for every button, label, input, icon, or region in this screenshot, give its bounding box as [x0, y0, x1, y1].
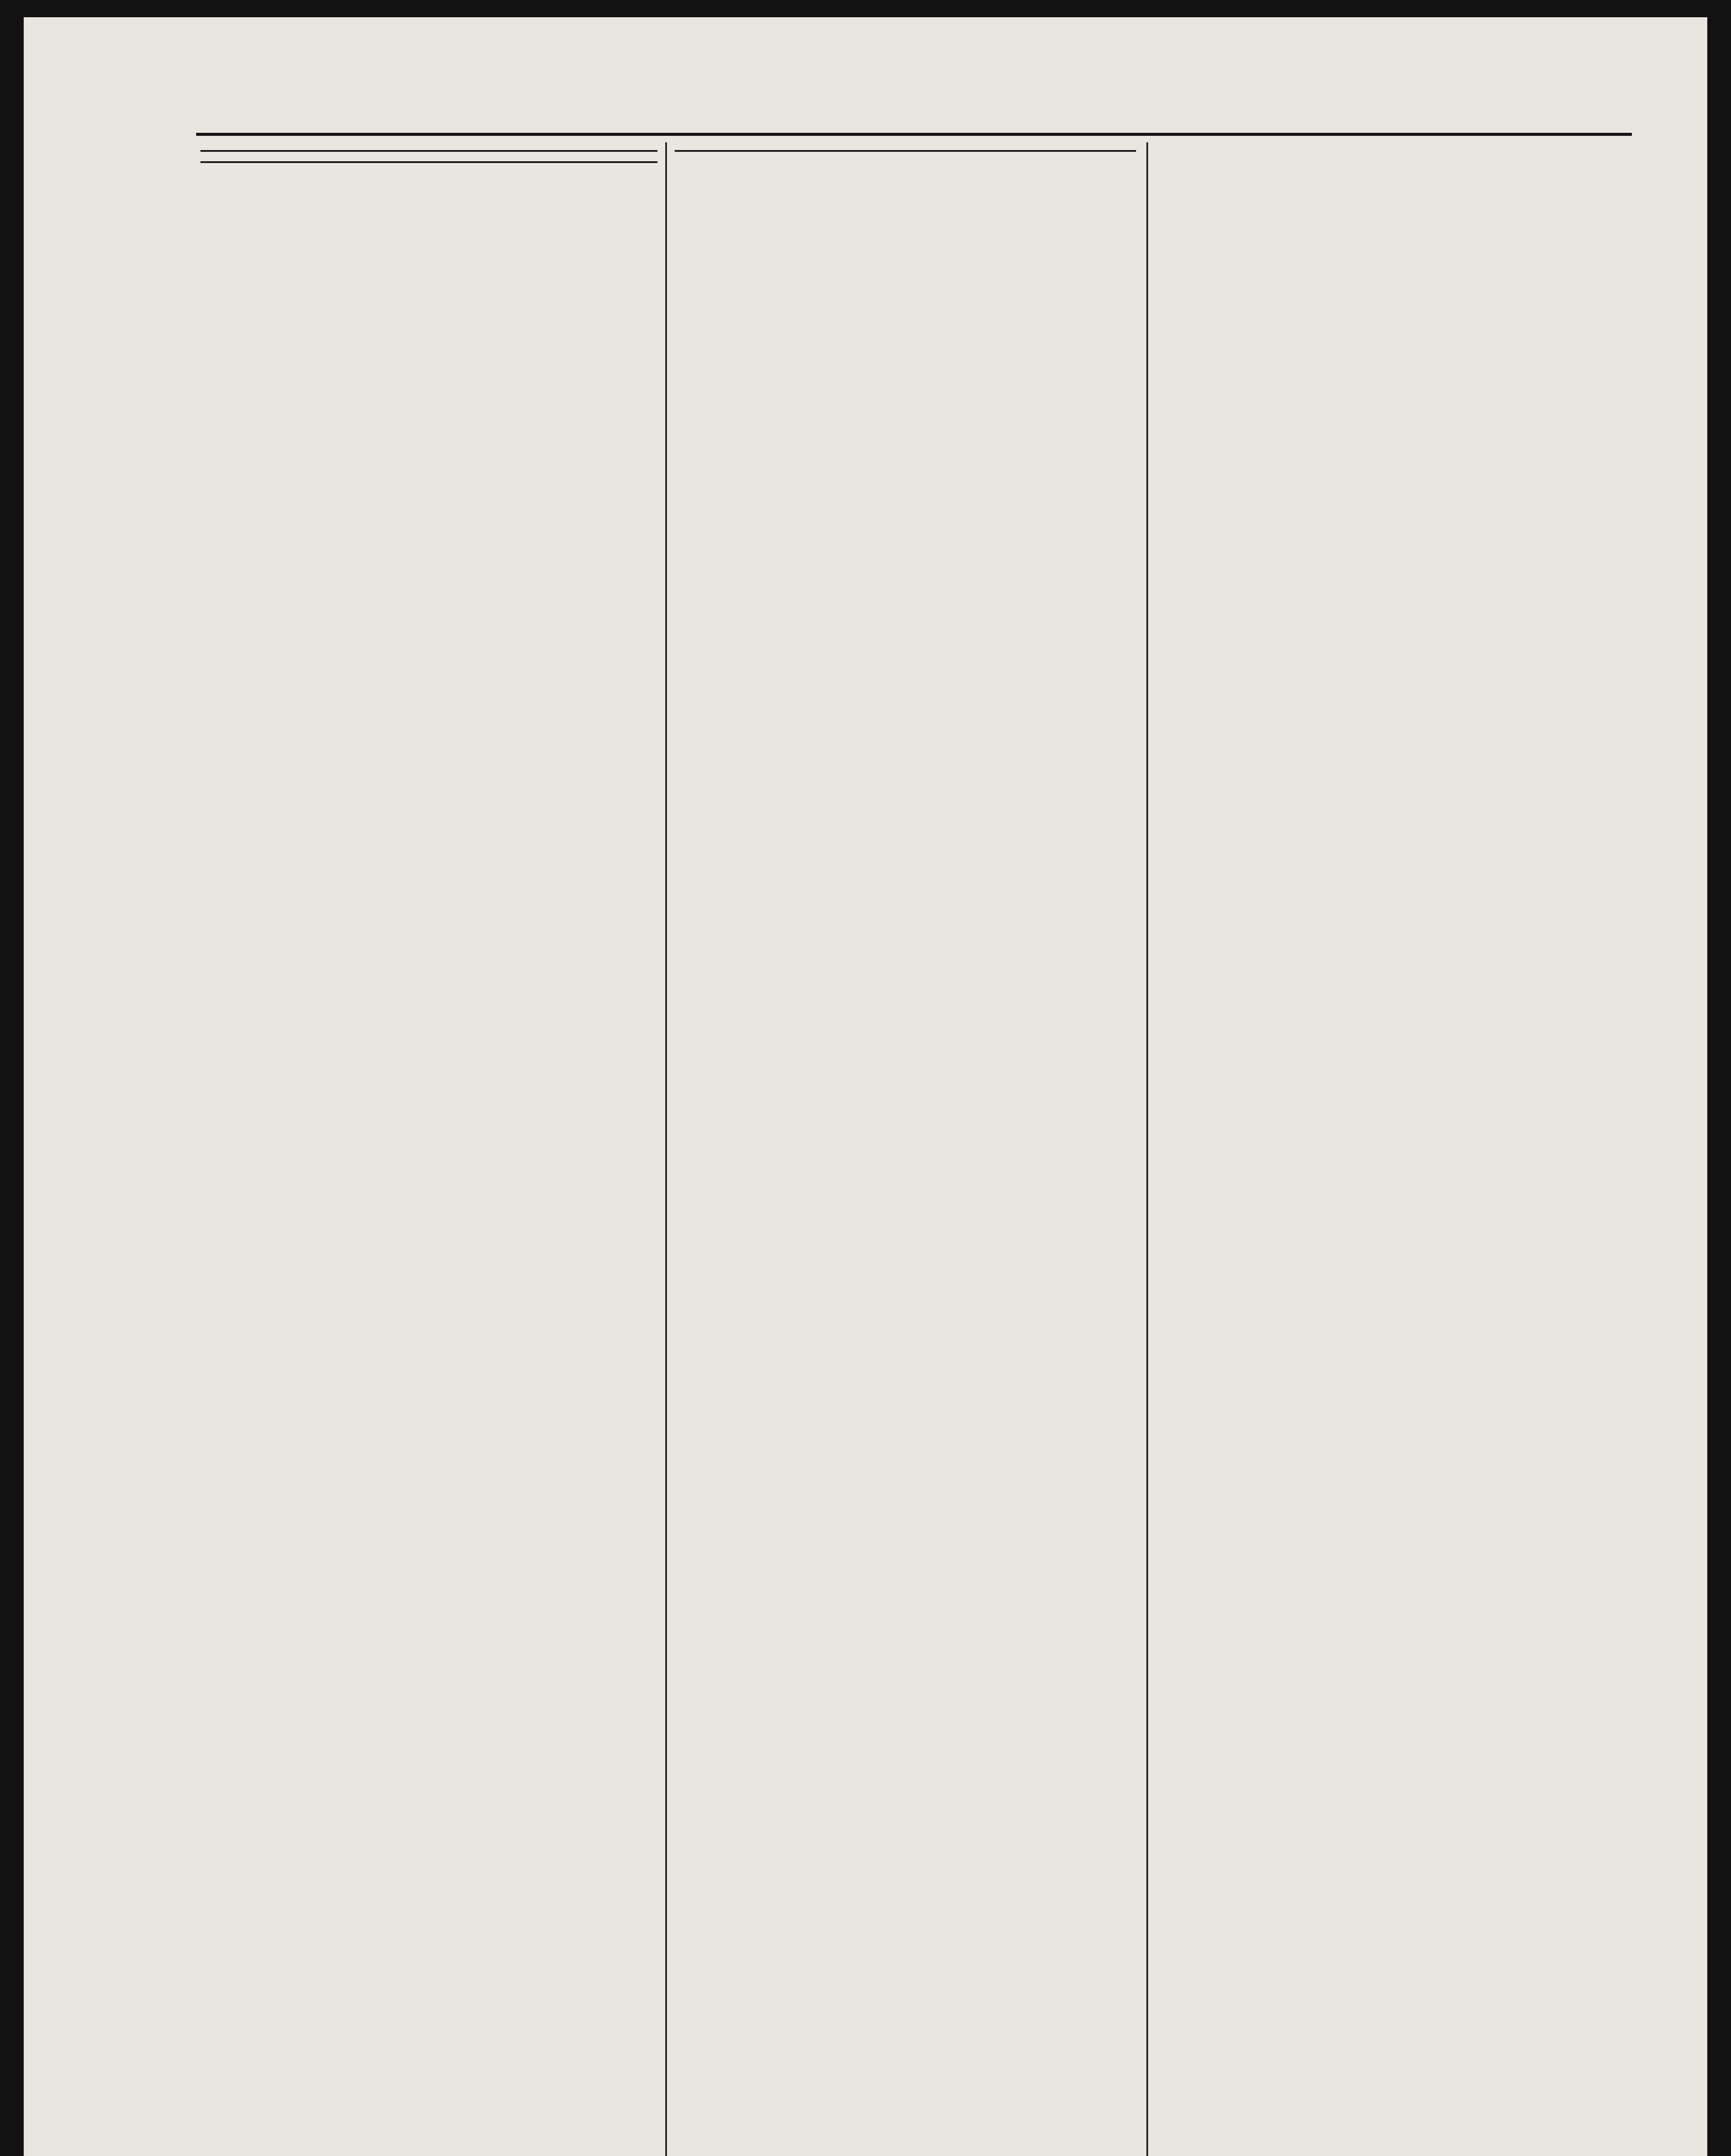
newspaper-page	[24, 17, 1707, 2156]
header-rule	[196, 133, 1632, 136]
column-1	[200, 142, 657, 2156]
column-3	[1158, 142, 1632, 2156]
column-divider	[665, 142, 667, 2156]
column-2	[675, 142, 1136, 2156]
section-rule	[675, 150, 1136, 152]
column-divider	[1146, 142, 1148, 2156]
section-rule	[200, 150, 657, 152]
section-rule	[200, 161, 657, 163]
page-header	[24, 17, 1707, 134]
